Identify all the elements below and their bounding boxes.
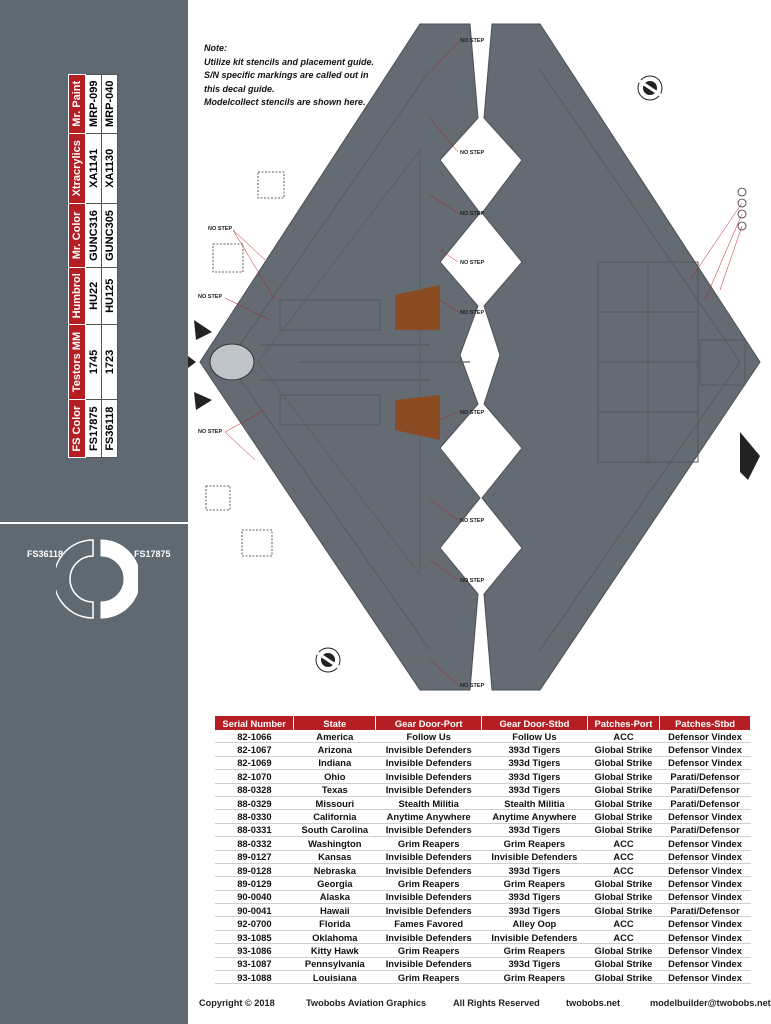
footer-company: Twobobs Aviation Graphics xyxy=(306,998,427,1008)
table-cell: Global Strike xyxy=(587,796,659,809)
table-cell: Defensor Vindex xyxy=(660,917,751,930)
table-cell: 88-0329 xyxy=(215,796,294,809)
table-cell: Invisible Defenders xyxy=(376,823,482,836)
note-line: Modelcollect stencils are shown here. xyxy=(204,97,366,107)
table-cell: Global Strike xyxy=(587,810,659,823)
footer-copyright: Copyright © 2018 xyxy=(199,998,275,1008)
paint-cell: FS17875 xyxy=(86,400,102,458)
table-cell: Parati/Defensor xyxy=(660,770,751,783)
table-row xyxy=(215,837,751,850)
paint-cell: MRP-099 xyxy=(86,75,102,134)
table-row xyxy=(215,850,751,863)
table-cell: Parati/Defensor xyxy=(660,823,751,836)
table-cell: 393d Tigers xyxy=(482,890,588,903)
table-row xyxy=(215,796,751,809)
table-cell: South Carolina xyxy=(294,823,376,836)
table-cell: Washington xyxy=(294,837,376,850)
table-cell: Indiana xyxy=(294,756,376,769)
table-cell: Parati/Defensor xyxy=(660,783,751,796)
tail-decal xyxy=(740,432,760,480)
table-cell: 88-0328 xyxy=(215,783,294,796)
no-step-label: NO STEP xyxy=(460,150,485,156)
table-cell: ACC xyxy=(587,930,659,943)
table-cell: 88-0332 xyxy=(215,837,294,850)
table-cell: Global Strike xyxy=(587,890,659,903)
table-cell: 93-1085 xyxy=(215,930,294,943)
table-cell: Grim Reapers xyxy=(376,971,482,984)
table-cell: Defensor Vindex xyxy=(660,971,751,984)
table-cell: Global Strike xyxy=(587,783,659,796)
table-cell: Louisiana xyxy=(294,971,376,984)
paint-row xyxy=(102,75,118,458)
table-cell: 89-0127 xyxy=(215,850,294,863)
table-cell: Defensor Vindex xyxy=(660,930,751,943)
table-row xyxy=(215,957,751,970)
table-row xyxy=(215,930,751,943)
table-cell: ACC xyxy=(587,850,659,863)
insignia-bottom-left xyxy=(316,648,340,672)
table-cell: Texas xyxy=(294,783,376,796)
table-cell: Invisible Defenders xyxy=(482,930,588,943)
table-cell: ACC xyxy=(587,917,659,930)
table-cell: Parati/Defensor xyxy=(660,796,751,809)
sidebar-panel xyxy=(0,0,188,1024)
table-cell: Invisible Defenders xyxy=(376,904,482,917)
no-step-label: NO STEP xyxy=(198,294,223,300)
table-row xyxy=(215,917,751,930)
table-cell: Invisible Defenders xyxy=(376,957,482,970)
no-step-label: NO STEP xyxy=(460,578,485,584)
table-cell: 93-1088 xyxy=(215,971,294,984)
table-cell: Global Strike xyxy=(587,823,659,836)
table-cell: Arizona xyxy=(294,743,376,756)
paint-cell: GUNC316 xyxy=(86,204,102,268)
table-cell: Follow Us xyxy=(376,730,482,743)
paint-header-testors: Testors MM xyxy=(69,324,86,400)
table-cell: Global Strike xyxy=(587,971,659,984)
table-cell: Anytime Anywhere xyxy=(482,810,588,823)
table-cell: Invisible Defenders xyxy=(376,930,482,943)
table-row xyxy=(215,810,751,823)
table-cell: Grim Reapers xyxy=(482,877,588,890)
chip-fs36118 xyxy=(56,540,93,618)
table-cell: Grim Reapers xyxy=(482,971,588,984)
paint-cell: FS36118 xyxy=(102,400,118,458)
table-cell: Parati/Defensor xyxy=(660,904,751,917)
table-row xyxy=(215,944,751,957)
nose-decal xyxy=(188,350,196,374)
paint-cell: XA1141 xyxy=(86,133,102,204)
table-cell: Defensor Vindex xyxy=(660,944,751,957)
color-chip-rings xyxy=(56,538,138,620)
table-cell: 393d Tigers xyxy=(482,957,588,970)
serial-header-state: State xyxy=(294,716,376,730)
no-step-label: NO STEP xyxy=(460,310,485,316)
serial-header-gear-port: Gear Door-Port xyxy=(376,716,482,730)
table-cell: 82-1070 xyxy=(215,770,294,783)
paint-cell: HU125 xyxy=(102,267,118,324)
table-cell: Oklahoma xyxy=(294,930,376,943)
paint-cell: MRP-040 xyxy=(102,75,118,134)
table-cell: 82-1067 xyxy=(215,743,294,756)
table-cell: Defensor Vindex xyxy=(660,957,751,970)
table-row xyxy=(215,783,751,796)
table-row xyxy=(215,863,751,876)
table-cell: Grim Reapers xyxy=(376,877,482,890)
note-line: Note: xyxy=(204,43,227,53)
table-cell: Florida xyxy=(294,917,376,930)
table-cell: Invisible Defenders xyxy=(376,770,482,783)
table-cell: 393d Tigers xyxy=(482,770,588,783)
table-cell: 90-0041 xyxy=(215,904,294,917)
table-cell: Nebraska xyxy=(294,863,376,876)
chip-label-right: FS17875 xyxy=(134,549,171,559)
table-cell: 93-1086 xyxy=(215,944,294,957)
table-cell: 393d Tigers xyxy=(482,756,588,769)
paint-cell: GUNC305 xyxy=(102,204,118,268)
serial-header-patches-stbd: Patches-Stbd xyxy=(660,716,751,730)
paint-header-mrcolor: Mr. Color xyxy=(69,204,86,268)
table-cell: Defensor Vindex xyxy=(660,877,751,890)
paint-row xyxy=(86,75,102,458)
paint-cell: XA1130 xyxy=(102,133,118,204)
table-cell: Global Strike xyxy=(587,877,659,890)
no-step-label: NO STEP xyxy=(208,226,233,232)
table-cell: Invisible Defenders xyxy=(482,850,588,863)
table-row xyxy=(215,756,751,769)
table-row xyxy=(215,890,751,903)
table-cell: Missouri xyxy=(294,796,376,809)
aircraft-artwork xyxy=(188,0,771,712)
table-cell: Global Strike xyxy=(587,944,659,957)
paint-header-xtracrylics: Xtracrylics xyxy=(69,133,86,204)
no-step-label: NO STEP xyxy=(460,260,485,266)
table-cell: Defensor Vindex xyxy=(660,890,751,903)
table-cell: 89-0128 xyxy=(215,863,294,876)
table-cell: Anytime Anywhere xyxy=(376,810,482,823)
note-line: this decal guide. xyxy=(204,83,275,94)
table-cell: 92-0700 xyxy=(215,917,294,930)
table-cell: Hawaii xyxy=(294,904,376,917)
table-cell: 82-1066 xyxy=(215,730,294,743)
table-row xyxy=(215,904,751,917)
table-row xyxy=(215,877,751,890)
paint-cell: 1745 xyxy=(86,324,102,400)
table-row xyxy=(215,730,751,743)
paint-header-mrpaint: Mr. Paint xyxy=(69,75,86,134)
table-cell: Stealth Militia xyxy=(482,796,588,809)
table-cell: Grim Reapers xyxy=(482,837,588,850)
table-cell: 90-0040 xyxy=(215,890,294,903)
table-cell: Grim Reapers xyxy=(376,837,482,850)
note-line: S/N specific markings are called out in xyxy=(204,70,369,80)
footer-email: modelbuilder@twobobs.net xyxy=(650,998,771,1008)
serial-number-table xyxy=(215,716,751,984)
table-cell: Grim Reapers xyxy=(482,944,588,957)
table-cell: ACC xyxy=(587,730,659,743)
table-cell: 393d Tigers xyxy=(482,823,588,836)
table-cell: Kansas xyxy=(294,850,376,863)
serial-table-body xyxy=(215,730,751,984)
paint-header-humbrol: Humbrol xyxy=(69,267,86,324)
table-cell: Invisible Defenders xyxy=(376,863,482,876)
table-row xyxy=(215,743,751,756)
table-cell: Defensor Vindex xyxy=(660,863,751,876)
paint-cell: 1723 xyxy=(102,324,118,400)
table-cell: Global Strike xyxy=(587,770,659,783)
sidebar-divider xyxy=(0,522,188,524)
table-cell: Stealth Militia xyxy=(376,796,482,809)
chip-fs17875 xyxy=(101,540,138,618)
table-cell: Grim Reapers xyxy=(376,944,482,957)
table-cell: Follow Us xyxy=(482,730,588,743)
table-cell: 88-0331 xyxy=(215,823,294,836)
table-cell: 93-1087 xyxy=(215,957,294,970)
table-row xyxy=(215,770,751,783)
table-cell: America xyxy=(294,730,376,743)
serial-header-patches-port: Patches-Port xyxy=(587,716,659,730)
table-cell: 393d Tigers xyxy=(482,904,588,917)
table-cell: Kitty Hawk xyxy=(294,944,376,957)
table-cell: ACC xyxy=(587,837,659,850)
table-cell: 89-0129 xyxy=(215,877,294,890)
no-step-label: NO STEP xyxy=(460,410,485,416)
paint-reference-table xyxy=(68,74,116,458)
table-cell: Invisible Defenders xyxy=(376,756,482,769)
aircraft-top-view xyxy=(200,24,480,690)
no-step-label: NO STEP xyxy=(460,683,485,689)
table-cell: 393d Tigers xyxy=(482,743,588,756)
table-cell: 88-0330 xyxy=(215,810,294,823)
table-cell: Defensor Vindex xyxy=(660,850,751,863)
note-line: Utilize kit stencils and placement guide. xyxy=(204,56,375,67)
table-cell: Invisible Defenders xyxy=(376,783,482,796)
paint-cell: HU22 xyxy=(86,267,102,324)
table-cell: Pennsylvania xyxy=(294,957,376,970)
table-cell: Defensor Vindex xyxy=(660,810,751,823)
paint-header-fs: FS Color xyxy=(69,400,86,458)
table-cell: Fames Favored xyxy=(376,917,482,930)
table-cell: Invisible Defenders xyxy=(376,850,482,863)
table-cell: ACC xyxy=(587,863,659,876)
table-cell: Alaska xyxy=(294,890,376,903)
footer-rights: All Rights Reserved xyxy=(453,998,540,1008)
chip-label-left: FS36118 xyxy=(27,549,64,559)
no-step-label: NO STEP xyxy=(460,211,485,217)
table-cell: Defensor Vindex xyxy=(660,837,751,850)
table-cell: Invisible Defenders xyxy=(376,743,482,756)
table-cell: 393d Tigers xyxy=(482,783,588,796)
insignia-top-right xyxy=(638,76,662,100)
no-step-label: NO STEP xyxy=(198,429,223,435)
table-cell: Ohio xyxy=(294,770,376,783)
no-step-label: NO STEP xyxy=(460,38,485,44)
table-row xyxy=(215,971,751,984)
cockpit-canopy xyxy=(210,344,254,380)
aircraft-bottom-view xyxy=(482,24,760,690)
table-cell: Global Strike xyxy=(587,743,659,756)
table-cell: Defensor Vindex xyxy=(660,743,751,756)
footer-website: twobobs.net xyxy=(566,998,621,1008)
no-step-label: NO STEP xyxy=(460,518,485,524)
table-cell: Invisible Defenders xyxy=(376,890,482,903)
table-cell: Global Strike xyxy=(587,957,659,970)
serial-header-gear-stbd: Gear Door-Stbd xyxy=(482,716,588,730)
table-cell: Global Strike xyxy=(587,756,659,769)
table-cell: Georgia xyxy=(294,877,376,890)
table-cell: Defensor Vindex xyxy=(660,756,751,769)
table-row xyxy=(215,823,751,836)
table-cell: California xyxy=(294,810,376,823)
table-cell: Alley Oop xyxy=(482,917,588,930)
table-cell: 393d Tigers xyxy=(482,863,588,876)
table-cell: Defensor Vindex xyxy=(660,730,751,743)
table-cell: 82-1069 xyxy=(215,756,294,769)
table-cell: Global Strike xyxy=(587,904,659,917)
serial-header-serial: Serial Number xyxy=(215,716,294,730)
